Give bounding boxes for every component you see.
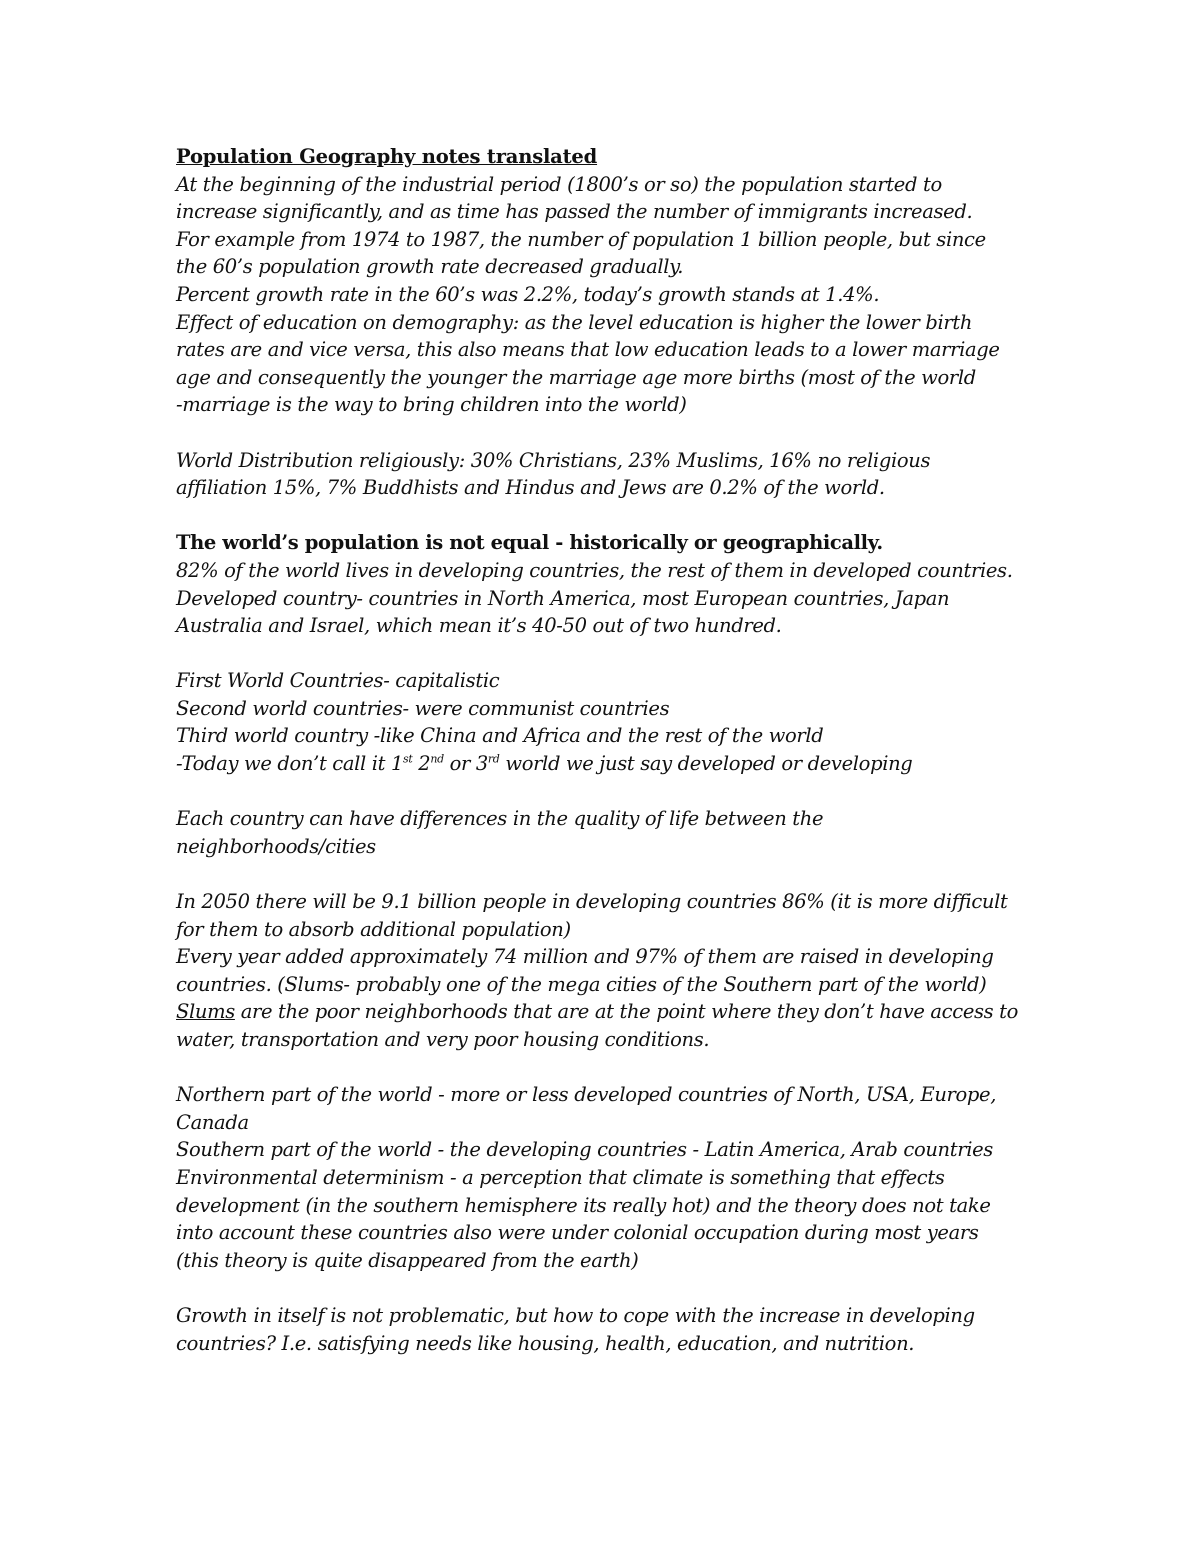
text-run: are the poor neighborhoods that are at the point where they don’t have access to [234,1000,1019,1024]
paragraph-line: development (in the southern hemisphere its really hot) and the theory does not take [176,1193,991,1217]
paragraph-line: Southern part of the world - the developing countries - Latin America, Arab countries [176,1138,993,1162]
paragraph-gap [176,640,1056,668]
text-run: -Today we don’t call it 1 [176,752,404,776]
paragraph-gap [176,778,1056,806]
paragraph-line: For example from 1974 to 1987, the number of population 1 billion people, but since [176,227,986,251]
superscript: rd [487,752,500,766]
paragraph-line: increase significantly, and as time has passed the number of immigrants increased. [176,200,973,224]
paragraph-gap [176,1054,1056,1082]
document-title: Population Geography notes translated [176,145,598,168]
superscript: st [403,752,413,766]
paragraph-line: (this theory is quite disappeared from the earth) [176,1248,639,1272]
paragraph-line [176,998,1056,1026]
paragraph-line: Every year added approximately 74 million and 97% of them are raised in developing [176,945,994,969]
paragraph-line: neighborhoods/cities [176,834,376,858]
paragraph-line: Percent growth rate in the 60’s was 2.2%, today’s growth stands at 1.4%. [176,282,880,306]
paragraph-line: Developed country- countries in North America, most European countries, Japan [176,586,950,610]
section-heading: The world’s population is not equal - historically or geographically. [176,531,883,555]
paragraph-line: Canada [176,1110,249,1134]
paragraph-line: Environmental determinism - a perception that climate is something that effects [176,1165,945,1189]
paragraph-line: water, transportation and very poor housing conditions. [176,1028,710,1051]
paragraph-line [176,750,1056,778]
paragraph-line: First World Countries- capitalistic [176,669,500,693]
paragraph-line: the 60’s population growth rate decreased gradually. [176,255,684,279]
paragraph-gap [176,860,1056,888]
paragraph-line: into account these countries also were under colonial occupation during most years [176,1221,979,1245]
paragraph-line: Northern part of the world - more or less developed countries of North, USA, Europe, [176,1083,997,1107]
paragraph-gap [176,502,1056,530]
text-run: or 3 [443,752,488,776]
paragraph-line: affiliation 15%, 7% Buddhists and Hindus and Jews are 0.2% of the world. [176,476,885,500]
paragraph-line: countries. (Slums- probably one of the mega cities of the Southern part of the world) [176,972,987,996]
paragraph-line: for them to absorb additional population) [176,917,571,941]
paragraph-line: 82% of the world lives in developing countries, the rest of them in developed countries. [176,558,1013,582]
paragraph-line: Australia and Israel, which mean it’s 40-50 out of two hundred. [176,614,782,638]
text-run: world we just say developed or developing [499,752,913,776]
paragraph-line: At the beginning of the industrial period (1800’s or so) the population started to [176,172,942,196]
paragraph-line: countries? I.e. satisfying needs like housing, health, education, and nutrition. [176,1331,915,1355]
paragraph-line: -marriage is the way to bring children into the world) [176,393,687,417]
document-page [176,143,1056,1357]
paragraph-line: World Distribution religiously: 30% Christians, 23% Muslims, 16% no religious [176,448,931,472]
superscript: nd [430,752,444,766]
paragraph-line: age and consequently the younger the marriage age more births (most of the world [176,365,976,389]
paragraph-line: Each country can have differences in the quality of life between the [176,807,824,831]
paragraph-line: Second world countries- were communist countries [176,696,670,720]
text-run: 2 [412,752,431,776]
paragraph-line: Third world country -like China and Africa and the rest of the world [176,724,824,748]
paragraph-gap [176,1274,1056,1302]
paragraph-line: Growth in itself is not problematic, but how to cope with the increase in developing [176,1303,975,1327]
paragraph-gap [176,419,1056,447]
paragraph-line: rates are and vice versa, this also means that low education leads to a lower marriage [176,338,1000,362]
underlined-term: Slums [176,1000,235,1024]
paragraph-line: Effect of education on demography: as the level education is higher the lower birth [176,310,973,334]
paragraph-line: In 2050 there will be 9.1 billion people in developing countries 86% (it is more difficult [176,890,1008,914]
